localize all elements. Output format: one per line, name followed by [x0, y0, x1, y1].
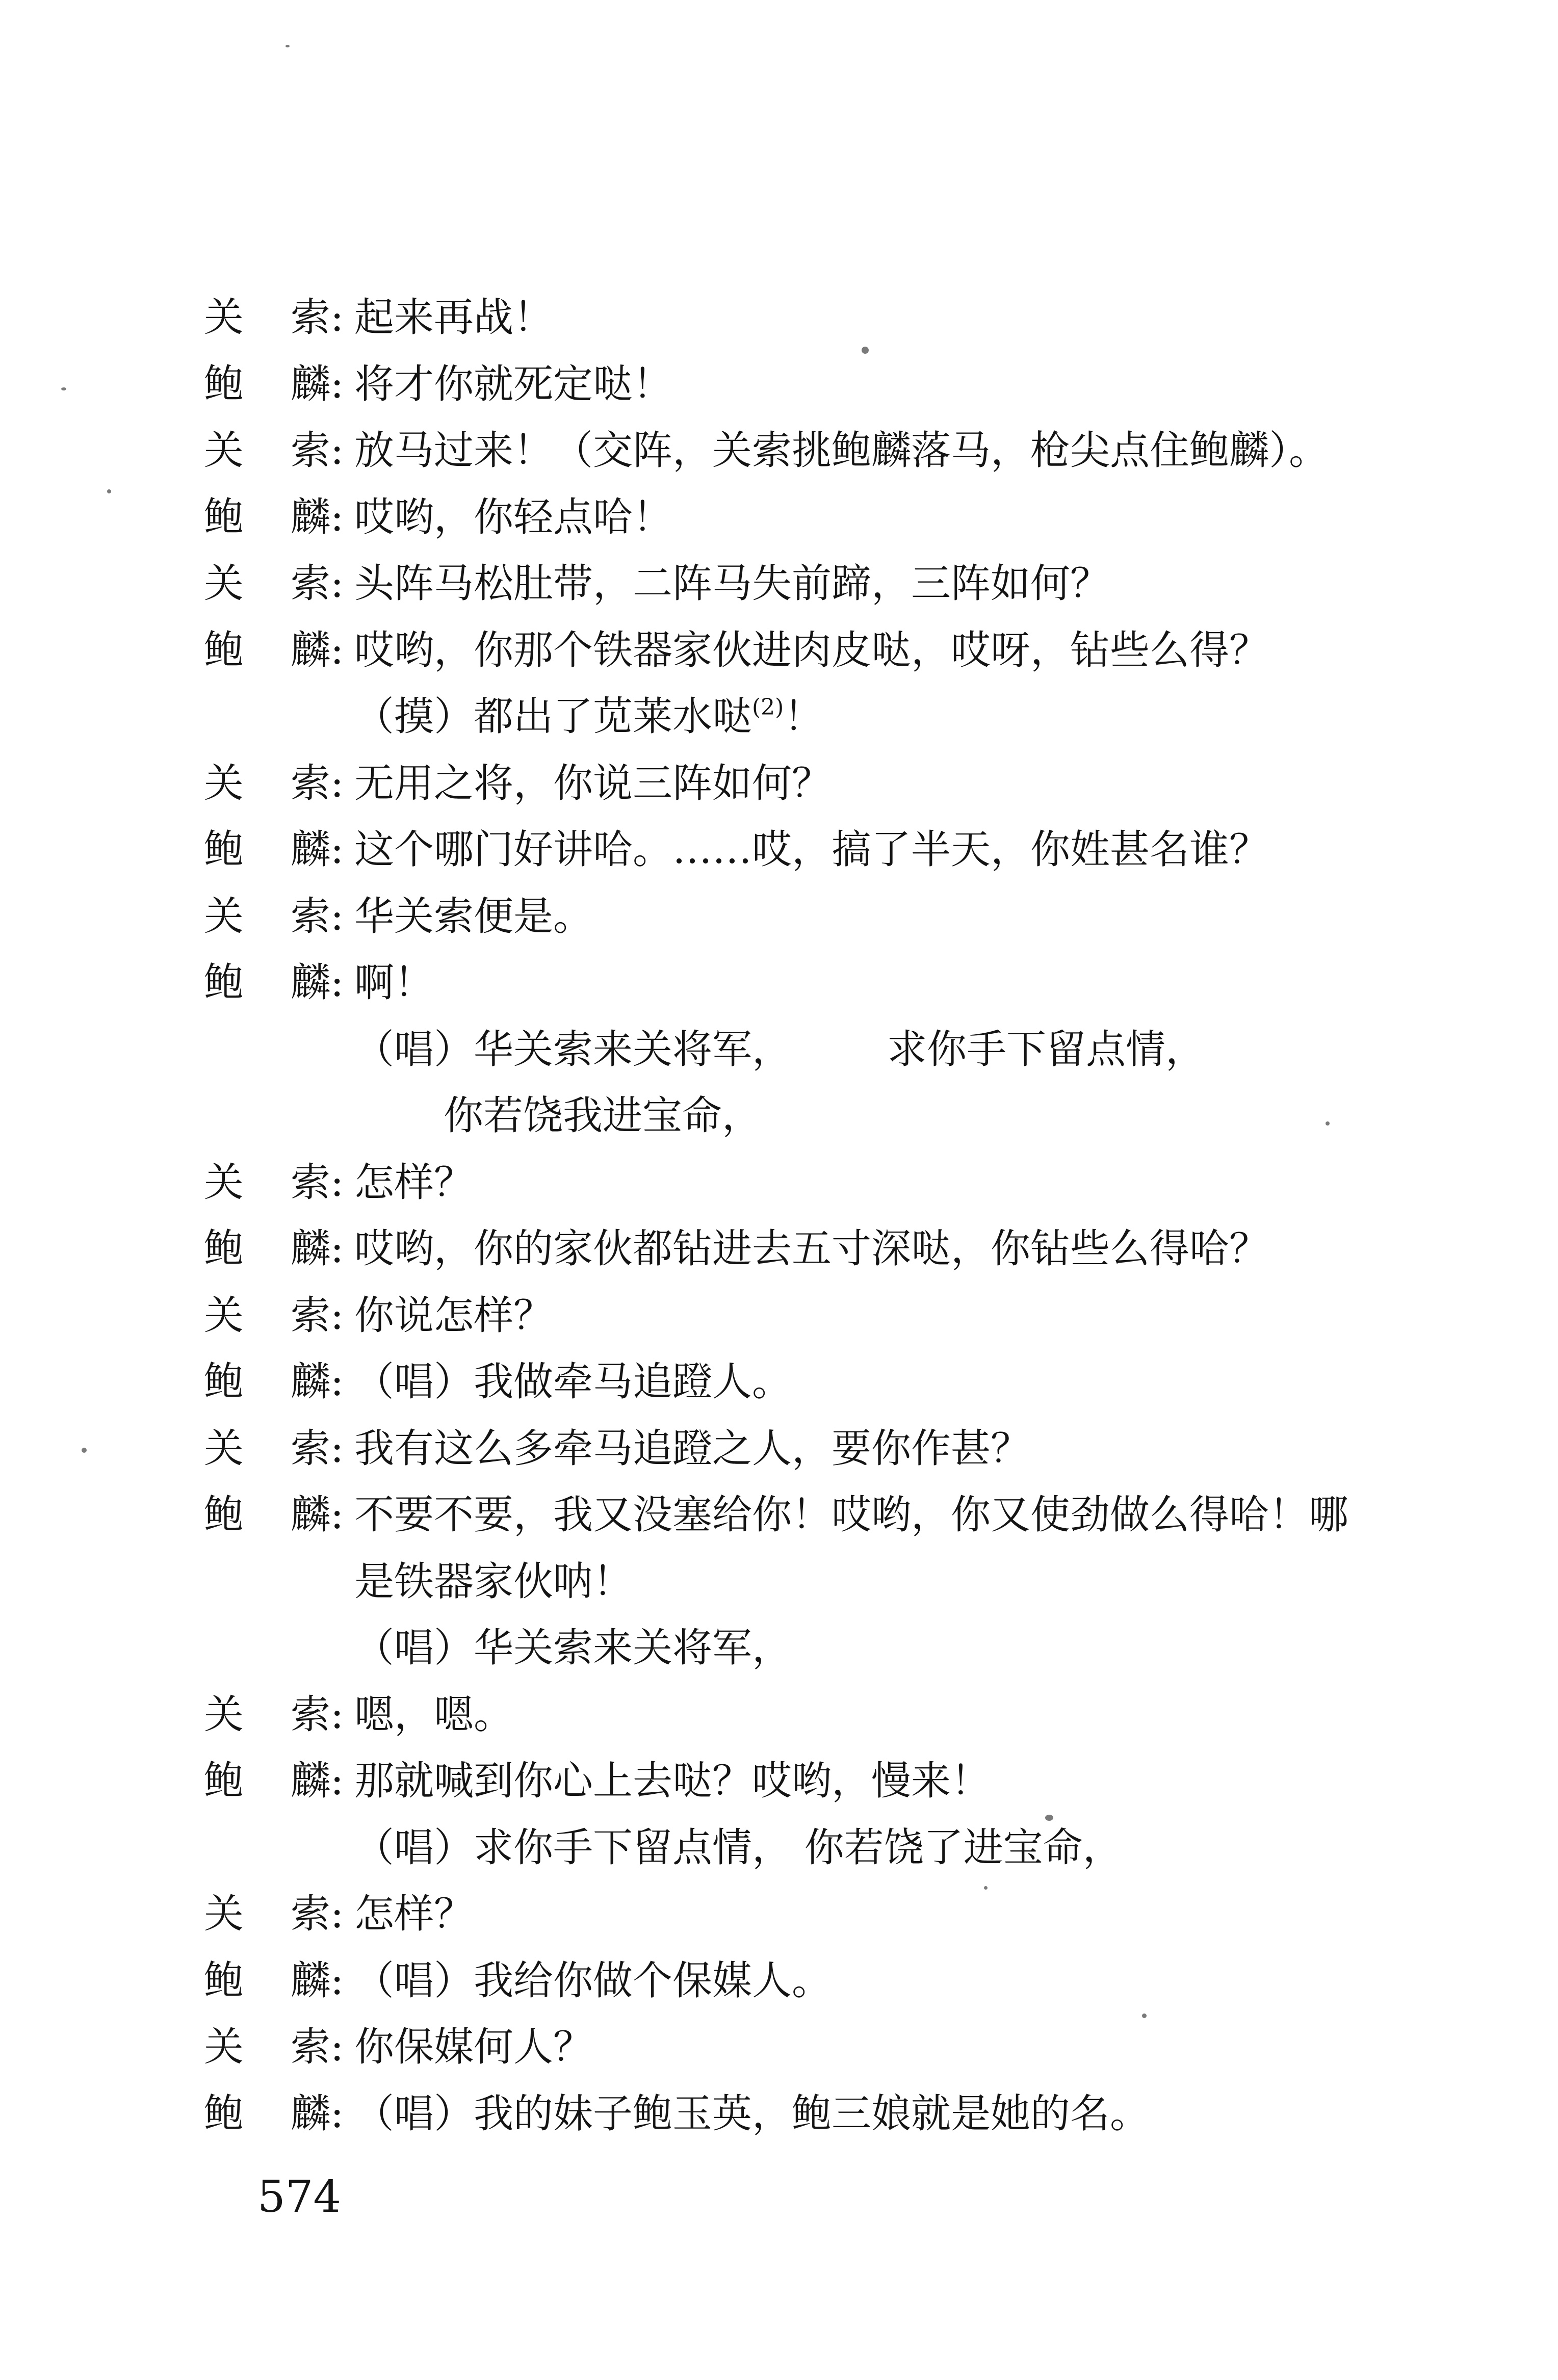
speaker-name-char1: 鲍	[204, 1492, 244, 1538]
continuation-text	[354, 1022, 792, 1078]
dialogue-text: 哎哟，你的家伙都钻进去五寸深哒，你钻些么得哈？	[354, 1226, 1269, 1272]
dialogue-line	[0, 755, 1558, 812]
dialogue-text: 将才你就死定哒！	[354, 361, 673, 407]
speaker-name-char1: 鲍	[204, 1226, 244, 1272]
speaker-name-char1: 关	[204, 894, 244, 939]
dialogue-line	[0, 556, 1558, 612]
dialogue-line	[0, 1487, 1558, 1543]
dialogue-line	[0, 1354, 1558, 1410]
dialogue-text: 头阵马松肚带，二阵马失前蹄，三阵如何？	[354, 561, 1110, 607]
scan-speck	[107, 489, 111, 493]
dialogue-line	[0, 1886, 1558, 1942]
dialogue-text: 怎样？	[354, 1891, 474, 1937]
speaker-colon: :	[330, 561, 344, 607]
dialogue-line	[0, 1554, 1558, 1610]
dialogue-line	[0, 1288, 1558, 1344]
dialogue-line	[0, 423, 1558, 479]
speaker-name-char2: 索	[291, 561, 331, 607]
speaker-colon: :	[330, 894, 344, 939]
speaker-colon: :	[330, 428, 344, 474]
speaker-colon: :	[330, 295, 344, 341]
speaker-colon: :	[330, 1160, 344, 1206]
dialogue-line	[0, 1155, 1558, 1211]
scan-speck	[984, 1886, 988, 1890]
dialogue-line	[0, 955, 1558, 1011]
dialogue-line	[0, 1088, 1558, 1144]
speaker-name-char1: 关	[204, 1891, 244, 1937]
speaker-name-char1: 关	[204, 428, 244, 474]
dialogue-text: 起来再战！	[354, 295, 554, 341]
scan-speck	[285, 45, 290, 47]
speaker-name-char2: 麟	[291, 494, 331, 540]
dialogue-line	[0, 2019, 1558, 2075]
dialogue-text: 怎样？	[354, 1160, 474, 1206]
dialogue-line	[0, 1687, 1558, 1743]
speaker-colon: :	[330, 1492, 344, 1538]
continuation-text	[354, 1620, 792, 1676]
speaker-name-char2: 索	[291, 1426, 331, 1472]
scan-speck	[1142, 2013, 1147, 2018]
speaker-name-char2: 索	[291, 2024, 331, 2070]
dialogue-line	[0, 2086, 1558, 2142]
dialogue-line	[0, 1820, 1558, 1876]
speaker-name-char1: 关	[204, 561, 244, 607]
speaker-name-char1: 关	[204, 761, 244, 806]
footnote-marker: (2)	[752, 694, 784, 720]
speaker-name-char2: 麟	[291, 1492, 331, 1538]
dialogue-line	[0, 1753, 1558, 1809]
speaker-name-char1: 鲍	[204, 1958, 244, 2004]
speaker-colon: :	[330, 2091, 344, 2137]
speaker-name-char2: 麟	[291, 627, 331, 673]
speaker-colon: :	[330, 361, 344, 407]
speaker-name-char2: 麟	[291, 1359, 331, 1405]
speaker-colon: :	[330, 1226, 344, 1272]
dialogue-line	[0, 1421, 1558, 1477]
speaker-name-char1: 鲍	[204, 2091, 244, 2137]
scan-speck	[1326, 1121, 1330, 1126]
scan-speck	[862, 347, 869, 354]
dialogue-text: 我有这么多牵马追蹬之人，要你作甚？	[354, 1426, 1031, 1472]
speaker-name-char1: 鲍	[204, 494, 244, 540]
verse-indented-line: 你若饶我进宝命，	[444, 1093, 762, 1139]
dialogue-text: 嗯，嗯。	[354, 1692, 514, 1738]
dialogue-text: （唱）我给你做个保媒人。	[354, 1958, 832, 2004]
speaker-name-char1: 关	[204, 295, 244, 341]
speaker-name-char2: 索	[291, 894, 331, 939]
speaker-name-char2: 索	[291, 1293, 331, 1339]
speaker-name-char1: 关	[204, 1692, 244, 1738]
speaker-colon: :	[330, 494, 344, 540]
continuation-main: （唱）华关索来关将军，	[354, 1027, 792, 1073]
continuation-main: （唱）求你手下留点情， 你若饶了进宝命，	[354, 1825, 1123, 1871]
page-number: 574	[257, 2172, 342, 2222]
speaker-name-char2: 索	[291, 428, 331, 474]
scan-speck	[1045, 1815, 1053, 1821]
dialogue-text: 不要不要，我又没塞给你！哎哟，你又使劲做么得哈！哪	[354, 1492, 1349, 1538]
dialogue-line	[0, 356, 1558, 412]
dialogue-text: （唱）我的妹子鲍玉英，鲍三娘就是她的名。	[354, 2091, 1150, 2137]
speaker-name-char2: 索	[291, 1692, 331, 1738]
dialogue-text: 啊！	[354, 960, 434, 1006]
dialogue-line	[0, 489, 1558, 545]
continuation-text	[354, 1820, 1123, 1876]
continuation-text	[354, 1554, 633, 1610]
speaker-colon: :	[330, 827, 344, 873]
speaker-name-char1: 鲍	[204, 827, 244, 873]
speaker-name-char2: 索	[291, 1891, 331, 1937]
speaker-name-char2: 麟	[291, 1958, 331, 2004]
continuation-main: （摸）都出了苋莱水哒	[354, 694, 752, 740]
speaker-colon: :	[330, 1426, 344, 1472]
speaker-colon: :	[330, 1293, 344, 1339]
speaker-colon: :	[330, 2024, 344, 2070]
scan-speck	[82, 1448, 87, 1453]
dialogue-text: 放马过来！（交阵，关索挑鲍麟落马，枪尖点住鲍麟）。	[354, 428, 1329, 474]
continuation-main: 是铁器家伙呐！	[354, 1559, 633, 1605]
speaker-name-char1: 鲍	[204, 1359, 244, 1405]
speaker-name-char1: 关	[204, 1293, 244, 1339]
speaker-name-char2: 麟	[291, 1226, 331, 1272]
speaker-colon: :	[330, 1359, 344, 1405]
speaker-name-char1: 鲍	[204, 1758, 244, 1804]
speaker-name-char1: 鲍	[204, 960, 244, 1006]
dialogue-text: 你保媒何人？	[354, 2024, 593, 2070]
speaker-name-char2: 麟	[291, 1758, 331, 1804]
verse-second-half: 求你手下留点情，	[887, 1027, 1206, 1073]
dialogue-text: （唱）我做牵马追蹬人。	[354, 1359, 792, 1405]
scan-speck	[61, 387, 66, 390]
dialogue-line	[0, 689, 1558, 745]
speaker-colon: :	[330, 1958, 344, 2004]
speaker-colon: :	[330, 1891, 344, 1937]
dialogue-text: 那就喊到你心上去哒？哎哟，慢来！	[354, 1758, 991, 1804]
dialogue-line	[0, 290, 1558, 346]
continuation-tail: ！	[784, 694, 824, 740]
speaker-name-char2: 索	[291, 761, 331, 806]
speaker-colon: :	[330, 1758, 344, 1804]
dialogue-line	[0, 888, 1558, 945]
dialogue-text: 华关索便是。	[354, 894, 593, 939]
speaker-name-char1: 关	[204, 1426, 244, 1472]
speaker-name-char2: 麟	[291, 960, 331, 1006]
speaker-colon: :	[330, 1692, 344, 1738]
dialogue-line	[0, 1022, 1558, 1078]
speaker-name-char2: 麟	[291, 361, 331, 407]
speaker-colon: :	[330, 627, 344, 673]
dialogue-text: 哎哟，你那个铁器家伙进肉皮哒，哎呀，钻些么得？	[354, 627, 1269, 673]
dialogue-line	[0, 1620, 1558, 1676]
dialogue-line	[0, 1953, 1558, 2009]
dialogue-line	[0, 822, 1558, 878]
speaker-name-char1: 鲍	[204, 627, 244, 673]
speaker-colon: :	[330, 960, 344, 1006]
continuation-text	[354, 689, 823, 745]
continuation-main: （唱）华关索来关将军，	[354, 1625, 792, 1671]
speaker-name-char1: 关	[204, 1160, 244, 1206]
dialogue-text: 这个哪门好讲哈。……哎，搞了半天，你姓甚名谁？	[354, 827, 1269, 873]
dialogue-text: 哎哟，你轻点哈！	[354, 494, 673, 540]
dialogue-line	[0, 622, 1558, 678]
speaker-name-char2: 麟	[291, 2091, 331, 2137]
dialogue-text: 你说怎样？	[354, 1293, 554, 1339]
speaker-colon: :	[330, 761, 344, 806]
dialogue-line	[0, 1221, 1558, 1277]
speaker-name-char2: 索	[291, 295, 331, 341]
speaker-name-char2: 麟	[291, 827, 331, 873]
speaker-name-char1: 关	[204, 2024, 244, 2070]
dialogue-text: 无用之将，你说三阵如何？	[354, 761, 832, 806]
speaker-name-char2: 索	[291, 1160, 331, 1206]
speaker-name-char1: 鲍	[204, 361, 244, 407]
